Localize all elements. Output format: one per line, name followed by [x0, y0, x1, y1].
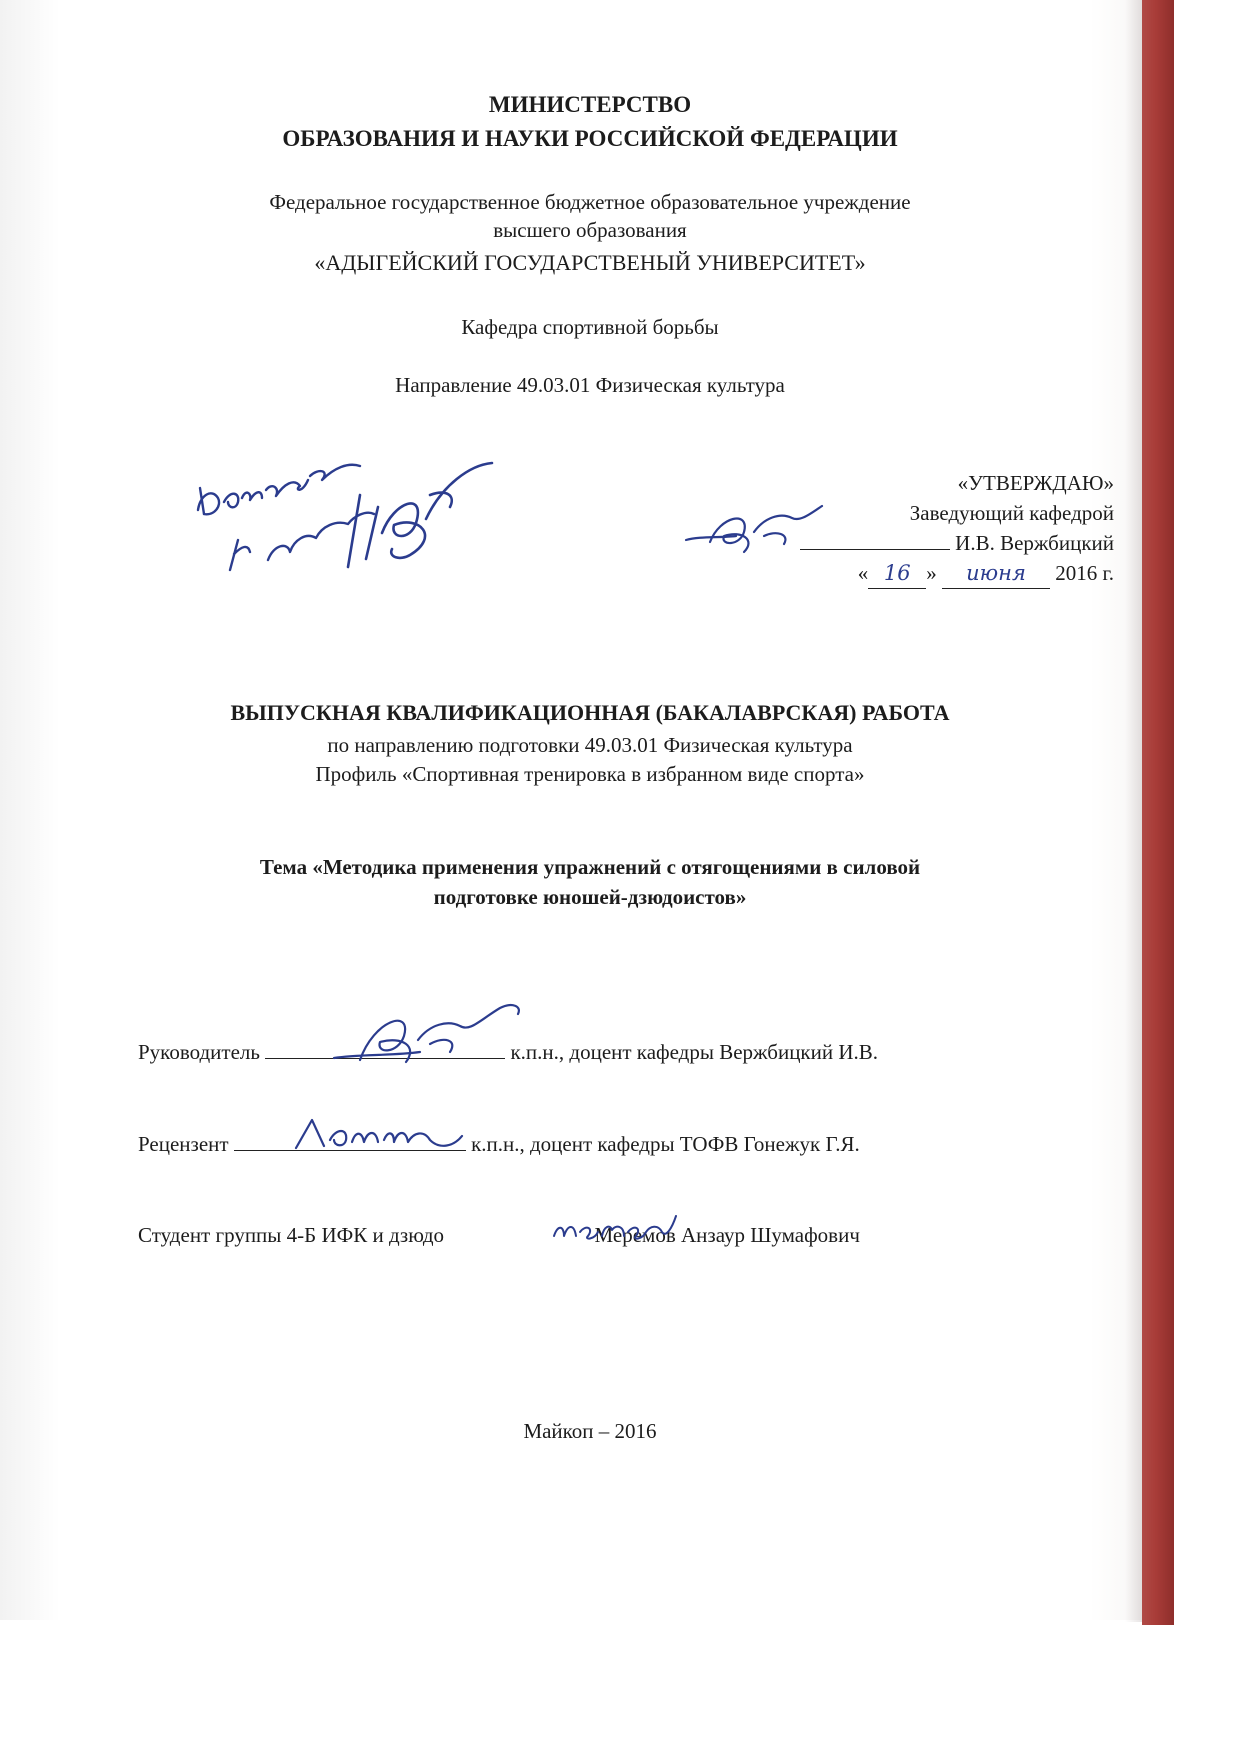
ministry-line-2: ОБРАЗОВАНИЯ И НАУКИ РОССИЙСКОЙ ФЕДЕРАЦИИ — [282, 126, 898, 151]
institution-line-2: высшего образования — [493, 218, 687, 242]
city-year: Майкоп – 2016 — [523, 1419, 657, 1443]
approval-name: И.В. Вержбицкий — [955, 531, 1114, 555]
reviewer-label: Рецензент — [138, 1132, 229, 1156]
theme-line-1: Тема «Методика применения упражнений с отягощениями в силовой — [259, 855, 921, 879]
work-subtitle-2: Профиль «Спортивная тренировка в избранном виде спорта» — [315, 762, 865, 786]
work-subtitle-1: по направлению подготовки 49.03.01 Физическая культура — [327, 733, 853, 757]
reviewer-signature-line — [234, 1128, 466, 1151]
approval-signature-row — [614, 528, 1114, 558]
supervisor-label: Руководитель — [138, 1040, 260, 1064]
supervisor-row — [138, 1036, 878, 1065]
date-month: июня — [942, 558, 1050, 589]
approval-block — [614, 468, 1114, 589]
approval-date — [614, 558, 1114, 589]
reviewer-info: к.п.н., доцент кафедры ТОФВ Гонежук Г.Я. — [471, 1132, 860, 1156]
department-name: Кафедра спортивной борьбы — [461, 315, 719, 339]
institution-line-1: Федеральное государственное бюджетное образовательное учреждение — [269, 190, 911, 214]
theme-line-2: подготовке юношей-дзюдоистов» — [433, 885, 747, 909]
student-label: Студент группы 4-Б ИФК и дзюдо — [138, 1223, 444, 1247]
reviewer-row — [138, 1128, 860, 1157]
student-name: Меремов Анзаур Шумафович — [594, 1223, 860, 1247]
date-open-quote: « — [857, 561, 869, 585]
work-title: ВЫПУСКНАЯ КВАЛИФИКАЦИОННАЯ (БАКАЛАВРСКАЯ) РАБОТА — [230, 700, 950, 725]
date-day: 16 — [868, 558, 926, 589]
supervisor-signature-line — [265, 1036, 505, 1059]
binding-cover — [1142, 0, 1174, 1625]
approval-position: Заведующий кафедрой — [909, 501, 1114, 525]
ministry-line-1: МИНИСТЕРСТВО — [488, 92, 692, 117]
study-direction: Направление 49.03.01 Физическая культура — [395, 373, 785, 397]
student-row — [138, 1223, 860, 1248]
supervisor-info: к.п.н., доцент кафедры Вержбицкий И.В. — [510, 1040, 879, 1064]
page-edge-shadow — [1125, 0, 1143, 1622]
date-close-quote: » — [926, 561, 937, 585]
approval-heading: «УТВЕРЖДАЮ» — [957, 471, 1114, 495]
approval-signature-line — [800, 529, 950, 550]
date-year: 2016 г. — [1055, 561, 1114, 585]
university-name: «АДЫГЕЙСКИЙ ГОСУДАРСТВЕНЫЙ УНИВЕРСИТЕТ» — [314, 250, 866, 275]
